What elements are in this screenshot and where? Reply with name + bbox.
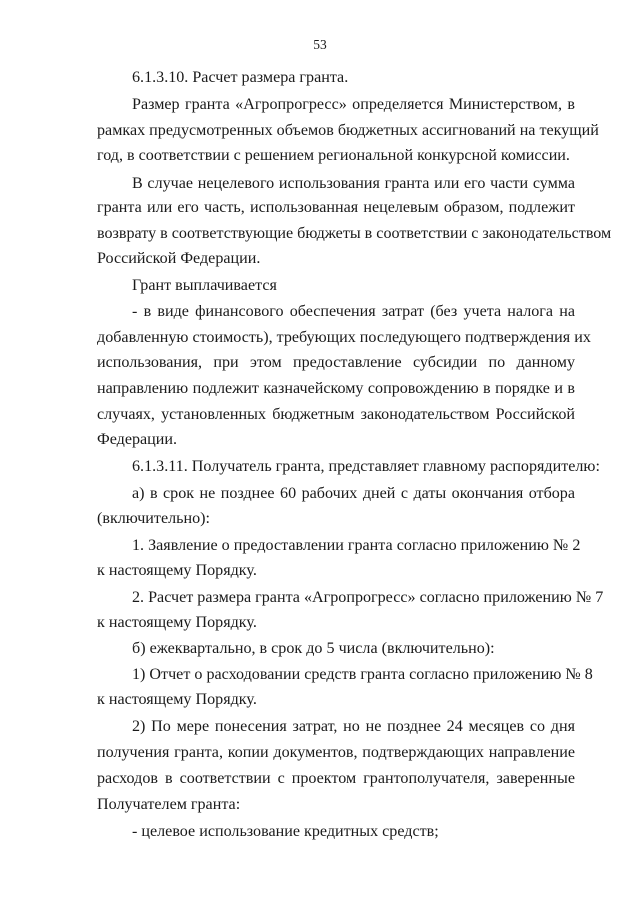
list-item-line: 2) По мере понесения затрат, но не позднее 24 месяцев со дня bbox=[132, 718, 575, 735]
paragraph-line: б) ежеквартально, в срок до 5 числа (включительно): bbox=[132, 640, 495, 657]
paragraph-line: гранта или его часть, использованная нецелевым образом, подлежит bbox=[97, 199, 575, 216]
paragraph-line: год, в соответствии с решением региональной конкурсной комиссии. bbox=[97, 147, 570, 164]
paragraph-line: добавленную стоимость), требующих последующего подтверждения их bbox=[97, 329, 591, 346]
paragraph-line: Размер гранта «Агропрогресс» определяется Министерством, в bbox=[132, 96, 575, 113]
list-item-line: к настоящему Порядку. bbox=[97, 562, 257, 579]
list-item-line: - целевое использование кредитных средств; bbox=[132, 823, 439, 840]
paragraph-line: возврату в соответствующие бюджеты в соответствии с законодательством bbox=[97, 225, 612, 242]
paragraph-line: Российской Федерации. bbox=[97, 250, 261, 267]
paragraph-line: использования, при этом предоставление субсидии по данному bbox=[97, 354, 575, 371]
paragraph-line: Грант выплачивается bbox=[132, 277, 277, 294]
list-item-line: Получателем гранта: bbox=[97, 796, 241, 813]
list-item-line: расходов в соответствии с проектом грантополучателя, заверенные bbox=[97, 770, 575, 787]
paragraph-line: В случае нецелевого использования гранта или его части сумма bbox=[132, 175, 575, 192]
section-heading: 6.1.3.10. Расчет размера гранта. bbox=[132, 69, 349, 86]
paragraph-line: случаях, установленных бюджетным законодательством Российской bbox=[97, 406, 575, 423]
page-number: 53 bbox=[313, 37, 327, 52]
list-item-line: 1. Заявление о предоставлении гранта согласно приложению № 2 bbox=[132, 537, 581, 554]
paragraph-line: (включительно): bbox=[97, 510, 210, 527]
list-item-line: 1) Отчет о расходовании средств гранта согласно приложению № 8 bbox=[132, 666, 593, 683]
paragraph-line: Федерации. bbox=[97, 431, 178, 448]
list-item-line: к настоящему Порядку. bbox=[97, 614, 257, 631]
list-item-line: 2. Расчет размера гранта «Агропрогресс» согласно приложению № 7 bbox=[132, 589, 604, 606]
section-heading: 6.1.3.11. Получатель гранта, представляет главному распорядителю: bbox=[132, 458, 600, 475]
paragraph-line: направлению подлежит казначейскому сопровождению в порядке и в bbox=[97, 380, 575, 397]
paragraph-line: а) в срок не позднее 60 рабочих дней с даты окончания отбора bbox=[132, 485, 575, 502]
paragraph-line: рамках предусмотренных объемов бюджетных ассигнований на текущий bbox=[97, 122, 599, 139]
paragraph-line: - в виде финансового обеспечения затрат (без учета налога на bbox=[132, 303, 575, 320]
list-item-line: к настоящему Порядку. bbox=[97, 691, 257, 708]
list-item-line: получения гранта, копии документов, подтверждающих направление bbox=[97, 744, 575, 761]
